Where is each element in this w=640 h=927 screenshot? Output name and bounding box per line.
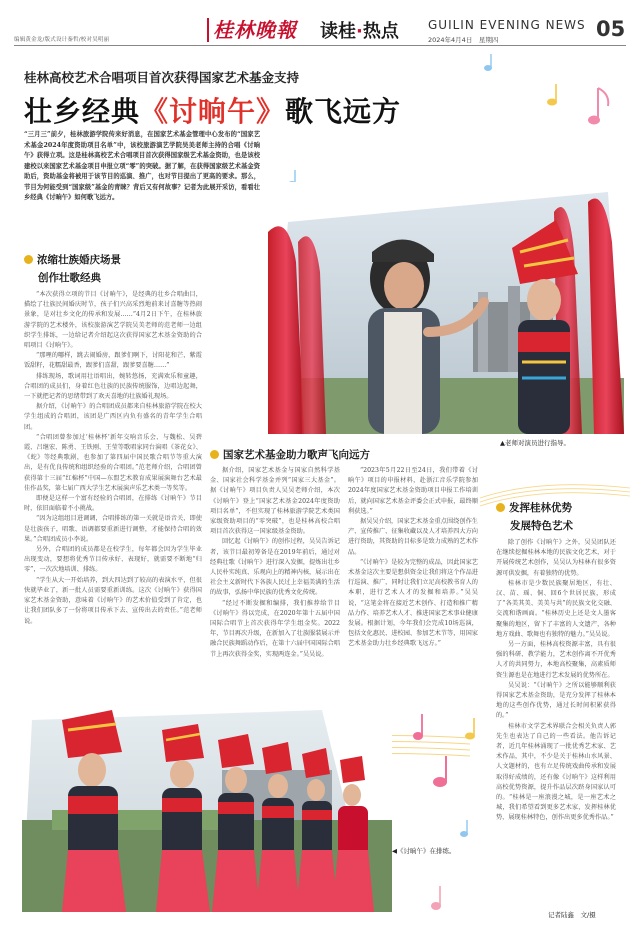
paragraph: 桂林市文学艺术界联合会相关负责人郭先生也表达了自己的一些看法。他告诉记者，近几年桂林涌现了一批优秀艺术家、艺术作品，其中，不少是关于桂林山水风景、人文题材的，也有立足传统戏曲传承和发展取得好成绩的，还有像《讨晌午》这样利用高校优势资源，提升作品层次跻身国家认可的。“桂林是一座浪漫之城，是一座艺术之城，我们希望看到更多艺术家，发挥桂林优势，展现桂林特色，创作出更多优秀作品。” <box>496 722 616 822</box>
brand-english: GUILIN EVENING NEWS <box>428 18 586 32</box>
photo-choir-rehearsal <box>22 700 392 912</box>
section3-body <box>496 538 616 904</box>
paragraph: “因为这组组目进调调，合唱排练的第一关就是语音关，即使是壮族孩子，唱歌、语调都要重新进行调整，才能保持合唱的效果。”合唱团成员小李说。 <box>24 515 202 543</box>
section2-body-col1 <box>210 466 340 698</box>
lead-paragraph: “三月三”前夕，桂林旅游学院传来好消息，在国家艺术基金管理中心发布的“国家艺术基金2024年度资助项目名单”中，该校旅游演艺学院吴美老师主持的合唱《讨晌午》获得立项。这是桂林高校艺术合唱项目首次获得国家级艺术基金资助，也是该校建校以来国家艺术基金项目申报立项“零”的突破。据了解，在获得国家级艺术基金资助后，资助基金将被用于该节目的巡演、推广，也对节目提出了更高的要求。那么，节目为何能受到“国家级”基金的青睐？背后又有何故事？记者为此展开采访，看看壮乡经典《讨晌午》如何歌飞远方。 <box>24 131 260 201</box>
paragraph: “合唱团曾参加过‘桂林杯’新年交响音乐会、与魏松、吴碧霞、吕继宏、陈勇、王铁刚、王莹等歌唱家同台演唱《茶花女》、《蛇》等经典歌剧，也参加了第四届中国民歌合唱节等重大演出，是有优良传统和组织经验的合唱团。”范老师介绍，合唱团曾获得第十三届“红棉杯”中国—东盟艺术教育成果展演舞台艺术最佳作品奖，第七届广西大学生艺术展演声乐艺术类一等奖等。 <box>24 433 202 492</box>
paragraph: 吴吴说：“《讨晌午》之所以能够顺利获得国家艺术基金资助，是充分发挥了桂林本地的这些创作优势，通过长时间积累获得的。” <box>496 681 616 720</box>
publication-date: 2024年4月4日 星期四 <box>428 36 499 44</box>
page-number: 05 <box>596 17 626 41</box>
section1-title <box>24 252 121 267</box>
editor-credit: 编辑黄金龙/版式设计秦哲/校对吴明丽 <box>14 37 110 43</box>
section-title: 读桂 <box>320 21 356 42</box>
paragraph: “《讨晌午》是较为完整的成品，因此国家艺术基金这次主要是想供资金让我们将这个作品进行巡演、推广，同时让我们立足高校教书育人的本职，进行艺术人才的发掘和培养。”吴吴说，“这笔金将在接近艺术创作、打造和推广精品力作、培养艺术人才、推进国家艺术事业健康发展。根据计划，今年我们会完成10场巡演，包括文化惠民、进校园、参加艺术节等，用国家艺术基金助力壮乡经典歌飞远方。” <box>348 558 478 648</box>
paragraph: 另外，合唱团的成员都是在校学生，每年都会因为学生毕业出现变动，要想将优秀节目传承好、表现好，就需要不断地“归零”，一次次地培训、排练。 <box>24 546 202 574</box>
photo1-caption: ▲老师对演员进行指导。 <box>500 439 570 447</box>
newspaper-logo: 桂林晚報 <box>213 18 297 42</box>
paragraph: “经过不断发掘和编排，我们推荐给节目《讨晌午》得以完成，在2020年第十五届中国国际合唱节上首次获得年学生组金奖。2022年，节目再次升级，在新加入了壮族服装展示并融合民族舞蹈动作后，在第十六届中国国际合唱节上再次获得金奖，实现两连金。”吴吴说。 <box>210 599 340 658</box>
headline-part-1: 壮乡经典 <box>24 95 141 128</box>
section3-title <box>496 500 572 515</box>
photo-teacher-guiding <box>268 182 624 434</box>
section-separator: · <box>356 21 363 42</box>
section-subtitle: 热点 <box>362 21 399 42</box>
paragraph: 据吴吴介绍，国家艺术基金重点围绕创作生产、宣传推广、征集收藏以及人才培养四大方向进行资助，其资助的目标多是致力成熟的艺术作品。 <box>348 518 478 556</box>
headline-highlight: 《讨晌午》 <box>140 95 286 128</box>
paragraph: 据介绍，国家艺术基金与国家自然科学基金、国家社会科学基金并列“国家三大基金”。据《讨晌午》项目负责人吴吴老师介绍，本次《讨晌午》登上“国家艺术基金2024年度资助项目名单”，不但实现了桂林旅游学院艺术类国家级资助项目的“零突破”，也是桂林高校合唱项目首次获得这一国家级基金资助。 <box>210 467 340 536</box>
logo-divider <box>207 18 209 42</box>
paragraph: “本次获得立项的节目《讨晌午》，是经典的壮乡合唱曲目，描绘了壮族民间婚庆时节，孩子们兴高采烈地前来讨喜糖等热闹景象，是对壮乡文化的传承和发展……”4月2日下午，在桂林旅游学院的艺术楼外，该校旅游演艺学院吴美老师的范老师一边组织学生排练，一边给记者介绍起这次获得国家艺术基金资助的合唱项目《讨晌午》。 <box>24 291 202 350</box>
section1-bullet <box>24 255 33 264</box>
section2-bullet <box>210 450 219 459</box>
paragraph: 另一方面，桂林高校资源丰富，具有很强的科研、教学能力，艺术创作离不开优秀人才的共同努力，本地高校聚集，高素质师资生源也是在地进行艺术发展的优势所在。 <box>496 641 616 679</box>
paragraph: “学生从大一开始培养，到大四达到了较高的表演水平，但很快就毕业了，新一批人员需要重新训练。这次《讨晌午》获得国家艺术基金资助，意味着《讨晌午》的艺术价值受到了肯定，也让我们团队多了一份将项目传承下去、宣传出去的责任。”范老师说。 <box>24 576 202 625</box>
kicker: 桂林高校艺术合唱项目首次获得国家艺术基金支持 <box>24 70 300 85</box>
paragraph: 排练现场，歌词用壮语唱出，婉转悠扬，充满欢乐和童趣，合唱团的成员们，身着红色壮族的民族传统服饰，边唱边起舞，一下就把记者的思绪带到了欢天喜地的壮族婚礼现场。 <box>24 372 202 401</box>
section1-title-text: 浓缩壮族婚庆场景 <box>37 254 121 266</box>
photo-teacher-guiding-image <box>268 182 624 434</box>
photo2-caption: ◀《讨晌午》在排练。 <box>392 847 456 855</box>
paragraph: 除了创作《讨晌午》之外，吴吴团队还在继续挖掘桂林本地的民族文化艺术，对于开展传统艺术创作，吴吴认为桂林有很多资源可供发掘，有着独特的优势。 <box>496 539 616 577</box>
paragraph: 即便是这样一个富有经验的合唱团，在排练《讨晌午》节目时，依旧面临着不小挑战。 <box>24 495 202 513</box>
headline <box>24 90 401 130</box>
section2-title <box>210 447 370 462</box>
section1-body <box>24 290 202 627</box>
photo-choir-rehearsal-image <box>22 700 392 912</box>
paragraph: “那哩的哪样，跳去闹婚房，跟爹们啊下，讨阳花和芒，紫霞饭甜籽，花糯甜最香，跟爹们喜甜，跟爹要喜糖……” <box>24 352 202 370</box>
section1-subtitle: 创作壮歌经典 <box>38 272 101 284</box>
paragraph: 回忆起《讨晌午》的创作过程，吴吴告诉记者，该节目最初筹备是在2019年前后，通过对经典壮歌《讨晌午》进行深入发掘，提炼出壮乡人民朴实纯真、乐观向上的精神内核，展示出在社会主义新时代下各族人民过上幸福美满的生活的故事，弘扬中华民族的优秀文化传统。 <box>210 538 340 597</box>
section3-bullet <box>496 503 505 512</box>
paragraph: “2023年5月22日至24日，我们带着《讨晌午》项目的申报材料，赴浙江音乐学院参加2024年度国家艺术基金资助项目申报工作培训后，就向国家艺术基金评委会正式申报，最终顺利获选。” <box>348 467 478 515</box>
paragraph: 桂林市是少数民族聚居地区，有壮、汉、苗、瑶、侗、回6个世居民族，形成了“各美其美、美美与共”的民族文化交融、交流和谐画面。“桂林历史上还是文人墨客聚集的地区，留下了丰富的人文遗产，各种地方戏曲、歌舞也有独特的魅力。”吴吴说。 <box>496 579 616 638</box>
section3-subtitle: 发展特色艺术 <box>510 520 573 532</box>
section2-body-col2 <box>348 466 478 710</box>
byline: 记者陆鑫 文/摄 <box>548 911 596 919</box>
headline-part-2: 歌飞远方 <box>285 95 402 128</box>
section3-title-text: 发挥桂林优势 <box>509 502 572 514</box>
section2-title-text: 国家艺术基金助力歌声飞向远方 <box>223 449 370 461</box>
paragraph: 据介绍，《讨晌午》的合唱团成员都来自桂林旅游学院在校大学生组成的合唱团，该团是广西区内负有盛名的青年学生合唱团。 <box>24 403 202 431</box>
section-name <box>320 17 399 43</box>
